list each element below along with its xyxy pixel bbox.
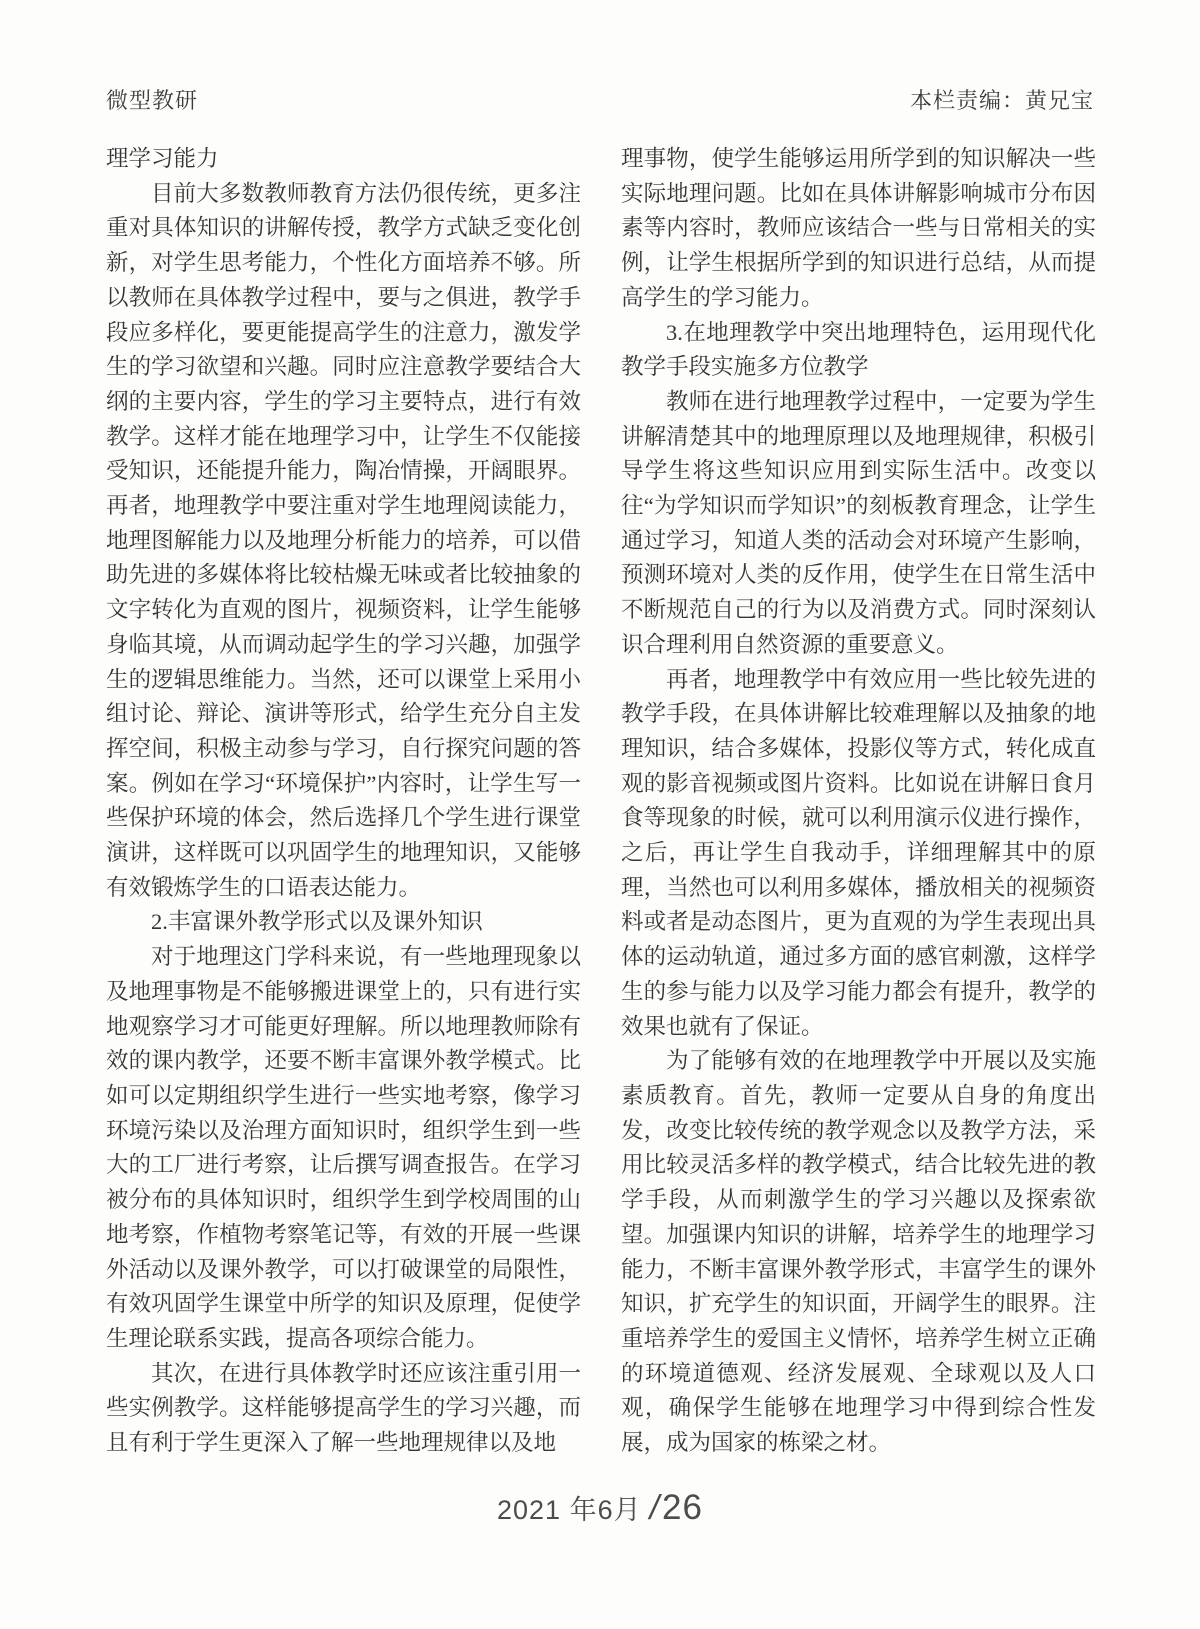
body-paragraph: 目前大多数教师教育方法仍很传统，更多注重对具体知识的讲解传授，教学方式缺乏变化创新，对学生思考能力，个性化方面培养不够。所以教师在具体教学过程中，要与之俱进，教学手段应多样化，要更能提高学生的注意力，激发学生的学习欲望和兴趣。同时应注意教学要结合大纲的主要内容，学生的学习主要特点，进行有效教学。这样才能在地理学习中，让学生不仅能接受知识，还能提升能力，陶冶情操，开阔眼界。再者，地理教学中要注重对学生地理阅读能力，地理图解能力以及地理分析能力的培养，可以借助先进的多媒体将比较枯燥无味或者比较抽象的文字转化为直观的图片，视频资料，让学生能够身临其境，从而调动起学生的学习兴趣，加强学生的逻辑思维能力。当然，还可以课堂上采用小组讨论、辩论、演讲等形式，给学生充分自主发挥空间，积极主动参与学习，自行探究问题的答案。例如在学习“环境保护”内容时，让学生写一些保护环境的体会，然后选择几个学生进行课堂演讲，这样既可以巩固学生的地理知识，又能够有效锻炼学生的口语表达能力。	[106, 180, 581, 900]
body-paragraph: 对于地理这门学科来说，有一些地理现象以及地理事物是不能够搬进课堂上的，只有进行实地观察学习才可能更好理解。所以地理教师除有效的课内教学，还要不断丰富课外教学模式。比如可以定期组织学生进行一些实地考察，像学习环境污染以及治理方面知识时，组织学生到一些大的工厂进行考察，让后撰写调查报告。在学习被分布的具体知识时，组织学生到学校周围的山地考察，作植物考察笔记等，有效的开展一些课外活动以及课外教学，可以打破课堂的局限性，有效巩固学生课堂中所学的知识及原理，促使学生理论联系实践，提高各项综合能力。	[106, 944, 581, 1351]
subheading: 2.丰富课外教学形式以及课外知识	[151, 909, 483, 935]
right-column	[621, 142, 1096, 1461]
body-paragraph: 教师在进行地理教学过程中，一定要为学生讲解清楚其中的地理原理以及地理规律，积极引导学生将这些知识应用到实际生活中。改变以往“为学知识而学知识”的刻板教育理念，让学生通过学习，知道人类的活动会对环境产生影响，预测环境对人类的反作用，使学生在日常生活中不断规范自己的行为以及消费方式。同时深刻认识合理利用自然资源的重要意义。	[621, 388, 1096, 657]
page-footer	[0, 1488, 1200, 1528]
page-header	[106, 84, 1094, 115]
left-column	[106, 142, 581, 1461]
body-paragraph: 为了能够有效的在地理教学中开展以及实施素质教育。首先，教师一定要从自身的角度出发，改变比较传统的教学观念以及教学方法，采用比较灵活多样的教学模式，结合比较先进的教学手段，从而刺激学生的学习兴趣以及探索欲望。加强课内知识的讲解，培养学生的地理学习能力，不断丰富课外教学形式，丰富学生的课外知识，扩充学生的知识面，开阔学生的眼界。注重培养学生的爱国主义情怀，培养学生树立正确的环境道德观、经济发展观、全球观以及人口观，确保学生能够在地理学习中得到综合性发展，成为国家的栋梁之材。	[621, 1048, 1096, 1456]
body-paragraph-continuation: 理事物，使学生能够运用所学到的知识解决一些实际地理问题。比如在具体讲解影响城市分布因素等内容时，教师应该结合一些与日常相关的实例，让学生根据所学到的知识进行总结，从而提高学生的学习能力。	[621, 146, 1096, 310]
footer-date: 2021 年6月	[497, 1495, 642, 1525]
heading-continuation: 理学习能力	[106, 146, 219, 171]
section-label: 微型教研	[106, 88, 199, 113]
footer-page-number: 26	[662, 1488, 703, 1527]
body-paragraph: 再者，地理教学中有效应用一些比较先进的教学手段，在具体讲解比较难理解以及抽象的地理知识，结合多媒体，投影仪等方式，转化成直观的影音视频或图片资料。比如说在讲解日食月食等现象的时候，就可以利用演示仪进行操作，之后，再让学生自我动手，详细理解其中的原理，当然也可以利用多媒体，播放相关的视频资料或者是动态图片，更为直观的为学生表现出具体的运动轨道，通过多方面的感官刺激，这样学生的参与能力以及学习能力都会有提升，教学的效果也就有了保证。	[621, 666, 1096, 1039]
editor-credit: 本栏责编：黄兄宝	[909, 88, 1094, 113]
body-paragraph: 其次，在进行具体教学时还应该注重引用一些实例教学。这样能够提高学生的学习兴趣，而且有利于学生更深入了解一些地理规律以及地	[106, 1360, 581, 1456]
article-body	[106, 142, 1096, 1461]
footer-slash: /	[649, 1489, 661, 1527]
subheading: 3.在地理教学中突出地理特色，运用现代化教学手段实施多方位教学	[621, 319, 1096, 380]
